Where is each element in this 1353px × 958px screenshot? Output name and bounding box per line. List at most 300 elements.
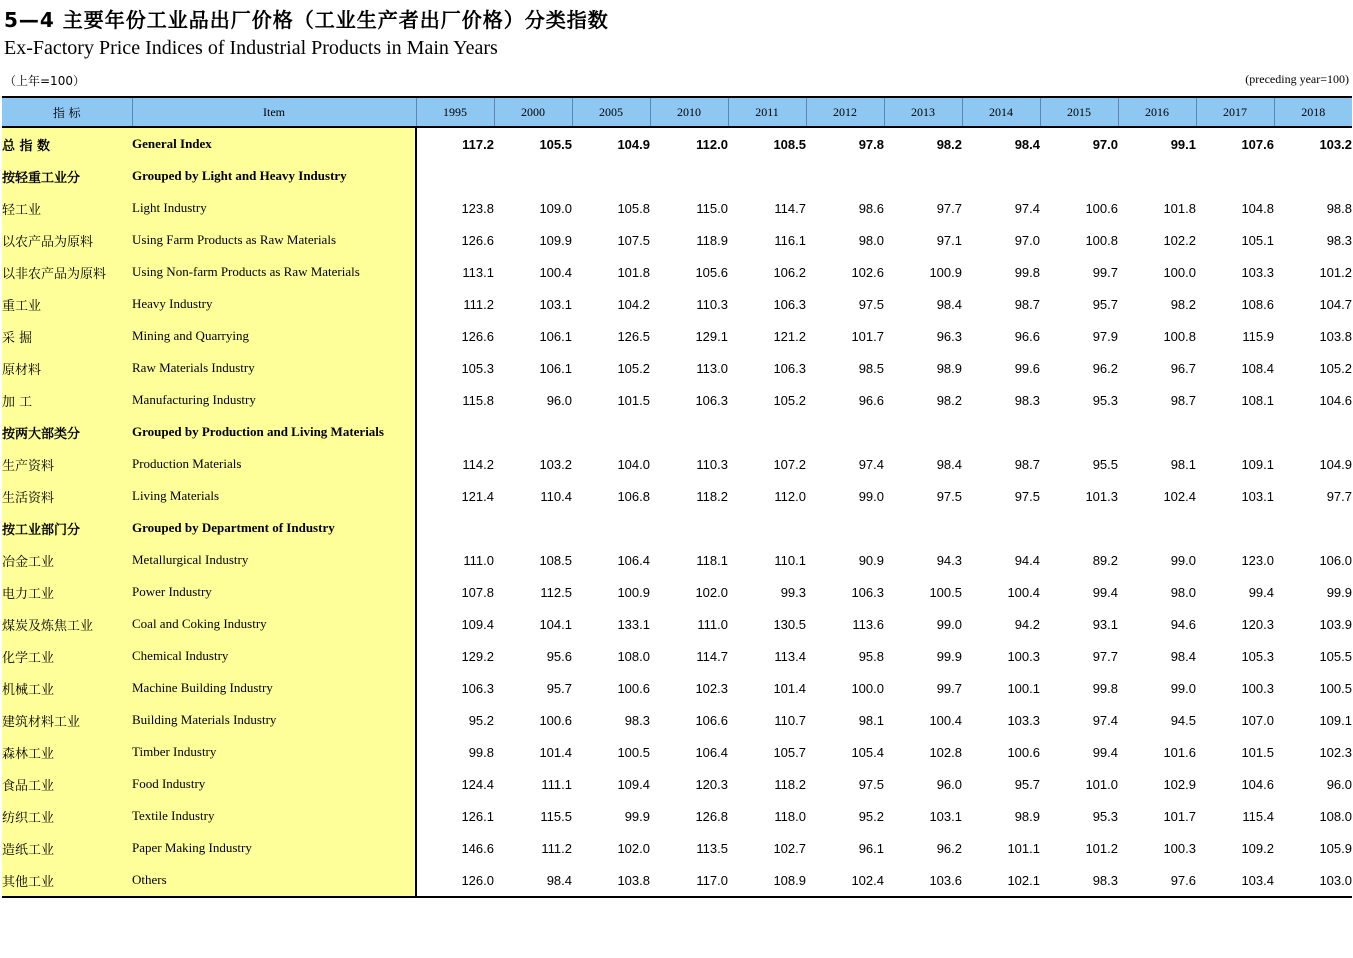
value-cell: 99.0 <box>858 488 884 504</box>
value-cell: 126.6 <box>461 328 494 344</box>
value-cell: 95.8 <box>858 648 884 664</box>
value-cell: 99.4 <box>1248 584 1274 600</box>
row-label-cn: 总 指 数 <box>2 127 132 160</box>
value-cell: 97.7 <box>1092 648 1118 664</box>
value-cell <box>962 416 1040 448</box>
value-cell: 126.0 <box>416 864 494 897</box>
header-year: 1995 <box>416 97 494 127</box>
value-cell: 118.1 <box>696 552 728 568</box>
value-cell: 106.4 <box>695 744 728 760</box>
value-cell: 107.8 <box>461 584 494 600</box>
row-label-cn: 按工业部门分 <box>2 512 132 544</box>
row-label-en: Others <box>132 864 416 897</box>
value-cell: 100.3 <box>1163 840 1196 856</box>
value-cell: 109.0 <box>539 200 572 216</box>
value-cell: 95.7 <box>1014 776 1040 792</box>
table-row <box>2 704 1352 736</box>
value-cell: 97.5 <box>936 488 962 504</box>
table-row <box>2 608 1352 640</box>
value-cell: 106.0 <box>1319 552 1352 568</box>
value-cell: 115.8 <box>462 392 494 408</box>
value-cell <box>884 416 962 448</box>
value-cell: 96.3 <box>936 328 962 344</box>
row-label-en: Chemical Industry <box>132 640 416 672</box>
value-cell: 105.6 <box>695 264 728 280</box>
value-cell: 101.2 <box>1085 840 1118 856</box>
value-cell: 105.2 <box>773 392 806 408</box>
value-cell: 115.5 <box>540 808 572 824</box>
value-cell: 100.4 <box>539 264 572 280</box>
value-cell: 107.6 <box>1241 136 1274 152</box>
value-cell: 120.3 <box>695 776 728 792</box>
row-label-cn: 生活资料 <box>2 480 132 512</box>
table-row <box>2 160 1352 192</box>
table-row <box>2 480 1352 512</box>
value-cell: 108.0 <box>1319 808 1352 824</box>
row-label-en: Machine Building Industry <box>132 672 416 704</box>
value-cell: 103.9 <box>1319 616 1352 632</box>
value-cell: 108.4 <box>1241 360 1274 376</box>
value-cell: 100.6 <box>539 712 572 728</box>
value-cell: 99.8 <box>1014 264 1040 280</box>
value-cell: 103.1 <box>539 296 572 312</box>
value-cell: 104.8 <box>1241 200 1274 216</box>
value-cell: 99.3 <box>780 584 806 600</box>
value-cell: 101.7 <box>1163 808 1196 824</box>
value-cell: 98.3 <box>624 712 650 728</box>
value-cell: 98.0 <box>858 232 884 248</box>
header-item-en: Item <box>132 97 416 127</box>
row-label-en: Heavy Industry <box>132 288 416 320</box>
table-row <box>2 736 1352 768</box>
table-row <box>2 576 1352 608</box>
value-cell: 109.1 <box>1241 456 1274 472</box>
value-cell: 104.6 <box>1319 392 1352 408</box>
value-cell: 100.8 <box>1163 328 1196 344</box>
value-cell: 146.6 <box>461 840 494 856</box>
value-cell <box>728 416 806 448</box>
unit-note-english: (preceding year=100) <box>1245 72 1349 86</box>
value-cell: 98.1 <box>858 712 884 728</box>
value-cell: 121.4 <box>461 488 494 504</box>
row-label-cn: 冶金工业 <box>2 544 132 576</box>
value-cell <box>728 512 806 544</box>
value-cell: 108.9 <box>728 864 806 897</box>
value-cell: 115.0 <box>696 200 728 216</box>
value-cell: 98.9 <box>936 360 962 376</box>
value-cell: 97.4 <box>1014 200 1040 216</box>
value-cell: 126.8 <box>695 808 728 824</box>
value-cell: 116.1 <box>774 232 806 248</box>
value-cell: 126.5 <box>617 328 650 344</box>
value-cell: 105.9 <box>1319 840 1352 856</box>
value-cell <box>1040 416 1118 448</box>
value-cell: 111.2 <box>541 840 572 856</box>
value-cell: 97.4 <box>858 456 884 472</box>
value-cell: 94.2 <box>1014 616 1040 632</box>
value-cell <box>1040 512 1118 544</box>
value-cell: 114.7 <box>696 648 728 664</box>
value-cell: 95.5 <box>1092 456 1118 472</box>
value-cell: 112.0 <box>696 136 728 152</box>
value-cell: 98.2 <box>936 392 962 408</box>
value-cell: 102.3 <box>1319 744 1352 760</box>
value-cell <box>1118 416 1196 448</box>
header-year: 2015 <box>1040 97 1118 127</box>
value-cell: 113.0 <box>696 360 728 376</box>
value-cell: 96.7 <box>1170 360 1196 376</box>
value-cell: 101.6 <box>1163 744 1196 760</box>
value-cell: 96.1 <box>858 840 884 856</box>
value-cell: 98.4 <box>936 296 962 312</box>
value-cell: 94.6 <box>1170 616 1196 632</box>
table-row <box>2 768 1352 800</box>
value-cell: 117.2 <box>462 136 494 152</box>
value-cell: 129.1 <box>695 328 728 344</box>
value-cell: 101.2 <box>1319 264 1352 280</box>
value-cell: 105.1 <box>1241 232 1274 248</box>
value-cell: 106.4 <box>617 552 650 568</box>
row-label-cn: 生产资料 <box>2 448 132 480</box>
table-row <box>2 640 1352 672</box>
value-cell: 100.6 <box>617 680 650 696</box>
value-cell <box>650 160 728 192</box>
value-cell <box>884 512 962 544</box>
value-cell: 98.7 <box>1014 296 1040 312</box>
row-label-en: Paper Making Industry <box>132 832 416 864</box>
row-label-cn: 原材料 <box>2 352 132 384</box>
value-cell: 106.3 <box>851 584 884 600</box>
row-label-en: Coal and Coking Industry <box>132 608 416 640</box>
header-year: 2012 <box>806 97 884 127</box>
value-cell: 110.7 <box>774 712 806 728</box>
value-cell: 99.9 <box>624 808 650 824</box>
value-cell: 101.1 <box>1007 840 1040 856</box>
row-label-cn: 其他工业 <box>2 864 132 897</box>
price-index-table <box>2 96 1352 898</box>
row-label-cn: 纺织工业 <box>2 800 132 832</box>
row-label-cn: 以农产品为原料 <box>2 224 132 256</box>
row-label-cn: 按两大部类分 <box>2 416 132 448</box>
value-cell: 100.3 <box>1241 680 1274 696</box>
value-cell: 102.4 <box>1163 488 1196 504</box>
value-cell: 103.3 <box>1241 264 1274 280</box>
value-cell <box>650 416 728 448</box>
row-label-en: Metallurgical Industry <box>132 544 416 576</box>
value-cell: 126.6 <box>461 232 494 248</box>
table-row <box>2 544 1352 576</box>
row-label-en: Grouped by Department of Industry <box>132 512 416 544</box>
value-cell: 97.5 <box>1014 488 1040 504</box>
value-cell: 105.8 <box>617 200 650 216</box>
value-cell: 106.3 <box>773 296 806 312</box>
value-cell: 108.5 <box>539 552 572 568</box>
value-cell: 97.1 <box>936 232 962 248</box>
row-label-cn: 煤炭及炼焦工业 <box>2 608 132 640</box>
value-cell: 103.1 <box>929 808 962 824</box>
row-label-cn: 加 工 <box>2 384 132 416</box>
value-cell: 106.6 <box>695 712 728 728</box>
value-cell: 98.4 <box>1170 648 1196 664</box>
value-cell: 105.2 <box>1319 360 1352 376</box>
value-cell: 98.5 <box>858 360 884 376</box>
table-row <box>2 448 1352 480</box>
row-label-en: Living Materials <box>132 480 416 512</box>
value-cell <box>416 160 494 192</box>
table-row <box>2 256 1352 288</box>
value-cell: 99.0 <box>1170 680 1196 696</box>
value-cell: 97.7 <box>936 200 962 216</box>
value-cell: 98.4 <box>1014 136 1040 152</box>
header-year: 2005 <box>572 97 650 127</box>
table-row <box>2 800 1352 832</box>
value-cell: 114.7 <box>774 200 806 216</box>
table-row <box>2 127 1352 160</box>
value-cell <box>416 416 494 448</box>
value-cell: 104.0 <box>617 456 650 472</box>
header-indicator-cn: 指 标 <box>2 97 132 127</box>
value-cell: 99.4 <box>1092 584 1118 600</box>
value-cell: 99.8 <box>468 744 494 760</box>
value-cell: 105.4 <box>851 744 884 760</box>
value-cell: 101.4 <box>539 744 572 760</box>
value-cell: 96.6 <box>1014 328 1040 344</box>
header-year: 2017 <box>1196 97 1274 127</box>
value-cell: 106.2 <box>773 264 806 280</box>
value-cell: 95.7 <box>546 680 572 696</box>
value-cell: 104.9 <box>1319 456 1352 472</box>
value-cell: 129.2 <box>461 648 494 664</box>
value-cell <box>806 160 884 192</box>
value-cell: 98.1 <box>1170 456 1196 472</box>
value-cell: 100.4 <box>1007 584 1040 600</box>
value-cell: 130.5 <box>773 616 806 632</box>
row-label-en: Raw Materials Industry <box>132 352 416 384</box>
value-cell: 111.0 <box>463 552 494 568</box>
value-cell: 106.3 <box>695 392 728 408</box>
value-cell: 97.5 <box>858 296 884 312</box>
table-header-row <box>2 97 1352 127</box>
value-cell: 103.8 <box>572 864 650 897</box>
table-row <box>2 864 1352 897</box>
value-cell: 106.1 <box>539 360 572 376</box>
value-cell <box>572 160 650 192</box>
value-cell <box>1118 160 1196 192</box>
unit-note-chinese: （上年=100） <box>4 74 85 88</box>
value-cell: 103.2 <box>539 456 572 472</box>
value-cell: 133.1 <box>617 616 650 632</box>
value-cell: 107.0 <box>1241 712 1274 728</box>
value-cell: 97.7 <box>1326 488 1352 504</box>
value-cell: 111.0 <box>697 616 728 632</box>
value-cell: 108.6 <box>1241 296 1274 312</box>
value-cell: 105.3 <box>1241 648 1274 664</box>
row-label-cn: 轻工业 <box>2 192 132 224</box>
value-cell: 103.8 <box>1319 328 1352 344</box>
value-cell: 123.0 <box>1241 552 1274 568</box>
value-cell: 101.5 <box>1241 744 1274 760</box>
row-label-cn: 重工业 <box>2 288 132 320</box>
value-cell: 103.4 <box>1196 864 1274 897</box>
row-label-en: Using Farm Products as Raw Materials <box>132 224 416 256</box>
value-cell: 102.1 <box>962 864 1040 897</box>
value-cell: 101.8 <box>1163 200 1196 216</box>
page-title-chinese: 5—4 主要年份工业品出厂价格（工业生产者出厂价格）分类指数 <box>4 8 609 32</box>
row-label-cn: 食品工业 <box>2 768 132 800</box>
table-row <box>2 320 1352 352</box>
value-cell: 115.9 <box>1242 328 1274 344</box>
row-label-cn: 采 掘 <box>2 320 132 352</box>
value-cell: 111.1 <box>541 776 572 792</box>
header-year: 2010 <box>650 97 728 127</box>
value-cell: 109.4 <box>617 776 650 792</box>
value-cell: 109.1 <box>1319 712 1352 728</box>
header-year: 2014 <box>962 97 1040 127</box>
value-cell: 99.8 <box>1092 680 1118 696</box>
value-cell: 98.2 <box>1170 296 1196 312</box>
value-cell: 99.7 <box>936 680 962 696</box>
value-cell: 100.9 <box>929 264 962 280</box>
row-label-en: Food Industry <box>132 768 416 800</box>
value-cell <box>650 512 728 544</box>
value-cell: 101.5 <box>617 392 650 408</box>
value-cell: 123.8 <box>461 200 494 216</box>
value-cell: 110.3 <box>696 456 728 472</box>
row-label-en: Building Materials Industry <box>132 704 416 736</box>
value-cell: 105.3 <box>461 360 494 376</box>
value-cell: 106.3 <box>461 680 494 696</box>
table-row <box>2 288 1352 320</box>
value-cell: 102.4 <box>806 864 884 897</box>
value-cell: 99.0 <box>1170 552 1196 568</box>
header-year: 2016 <box>1118 97 1196 127</box>
value-cell: 100.5 <box>1319 680 1352 696</box>
value-cell: 101.7 <box>851 328 884 344</box>
value-cell: 102.2 <box>1163 232 1196 248</box>
value-cell: 89.2 <box>1092 552 1118 568</box>
value-cell <box>1274 416 1352 448</box>
value-cell: 118.9 <box>696 232 728 248</box>
row-label-en: Production Materials <box>132 448 416 480</box>
value-cell: 103.0 <box>1274 864 1352 897</box>
value-cell <box>962 160 1040 192</box>
value-cell: 102.3 <box>695 680 728 696</box>
value-cell: 104.7 <box>1319 296 1352 312</box>
value-cell: 100.0 <box>1163 264 1196 280</box>
value-cell: 97.5 <box>858 776 884 792</box>
row-label-en: Mining and Quarrying <box>132 320 416 352</box>
row-label-en: Textile Industry <box>132 800 416 832</box>
value-cell: 100.5 <box>617 744 650 760</box>
value-cell: 98.3 <box>1014 392 1040 408</box>
table-row <box>2 352 1352 384</box>
row-label-en: Grouped by Light and Heavy Industry <box>132 160 416 192</box>
value-cell: 112.0 <box>774 488 806 504</box>
value-cell: 100.6 <box>1007 744 1040 760</box>
value-cell: 108.0 <box>617 648 650 664</box>
value-cell: 100.0 <box>851 680 884 696</box>
value-cell: 113.1 <box>462 264 494 280</box>
row-label-en: Grouped by Production and Living Materials <box>132 416 416 448</box>
value-cell: 110.3 <box>696 296 728 312</box>
value-cell: 113.6 <box>852 616 884 632</box>
value-cell: 97.9 <box>1092 328 1118 344</box>
value-cell: 115.4 <box>1242 808 1274 824</box>
table-row <box>2 512 1352 544</box>
value-cell: 100.4 <box>929 712 962 728</box>
value-cell: 114.2 <box>462 456 494 472</box>
value-cell: 113.4 <box>774 648 806 664</box>
row-label-en: General Index <box>132 127 416 160</box>
value-cell: 96.0 <box>546 392 572 408</box>
value-cell: 90.9 <box>858 552 884 568</box>
value-cell: 95.2 <box>468 712 494 728</box>
value-cell: 103.3 <box>1007 712 1040 728</box>
value-cell: 98.8 <box>1326 200 1352 216</box>
value-cell <box>962 512 1040 544</box>
row-label-cn: 造纸工业 <box>2 832 132 864</box>
value-cell: 101.4 <box>773 680 806 696</box>
value-cell <box>1196 512 1274 544</box>
value-cell: 97.4 <box>1092 712 1118 728</box>
value-cell: 108.5 <box>773 136 806 152</box>
table-row <box>2 416 1352 448</box>
value-cell <box>1274 512 1352 544</box>
value-cell: 109.2 <box>1241 840 1274 856</box>
value-cell: 94.3 <box>936 552 962 568</box>
value-cell: 94.5 <box>1170 712 1196 728</box>
value-cell: 106.3 <box>773 360 806 376</box>
value-cell: 99.6 <box>1014 360 1040 376</box>
value-cell: 95.6 <box>546 648 572 664</box>
value-cell: 96.2 <box>1092 360 1118 376</box>
value-cell: 100.1 <box>1007 680 1040 696</box>
value-cell <box>1274 160 1352 192</box>
value-cell: 109.4 <box>461 616 494 632</box>
value-cell: 100.3 <box>1007 648 1040 664</box>
value-cell: 103.6 <box>884 864 962 897</box>
header-year: 2011 <box>728 97 806 127</box>
row-label-en: Light Industry <box>132 192 416 224</box>
value-cell: 102.6 <box>851 264 884 280</box>
value-cell: 109.9 <box>539 232 572 248</box>
value-cell <box>884 160 962 192</box>
header-year: 2018 <box>1274 97 1352 127</box>
value-cell: 102.8 <box>929 744 962 760</box>
value-cell: 98.6 <box>858 200 884 216</box>
table-row <box>2 224 1352 256</box>
value-cell: 100.8 <box>1085 232 1118 248</box>
value-cell: 94.4 <box>1014 552 1040 568</box>
value-cell: 102.9 <box>1163 776 1196 792</box>
value-cell: 95.2 <box>858 808 884 824</box>
value-cell: 100.5 <box>929 584 962 600</box>
value-cell: 98.4 <box>936 456 962 472</box>
value-cell: 102.7 <box>773 840 806 856</box>
row-label-cn: 按轻重工业分 <box>2 160 132 192</box>
value-cell: 95.3 <box>1092 808 1118 824</box>
value-cell: 98.4 <box>494 864 572 897</box>
value-cell: 104.2 <box>617 296 650 312</box>
value-cell: 102.0 <box>617 840 650 856</box>
value-cell: 113.5 <box>696 840 728 856</box>
value-cell: 102.0 <box>695 584 728 600</box>
value-cell: 98.3 <box>1326 232 1352 248</box>
value-cell: 96.0 <box>936 776 962 792</box>
page-title-english: Ex-Factory Price Indices of Industrial Products in Main Years <box>4 37 498 59</box>
value-cell: 105.5 <box>539 136 572 152</box>
value-cell <box>1196 160 1274 192</box>
